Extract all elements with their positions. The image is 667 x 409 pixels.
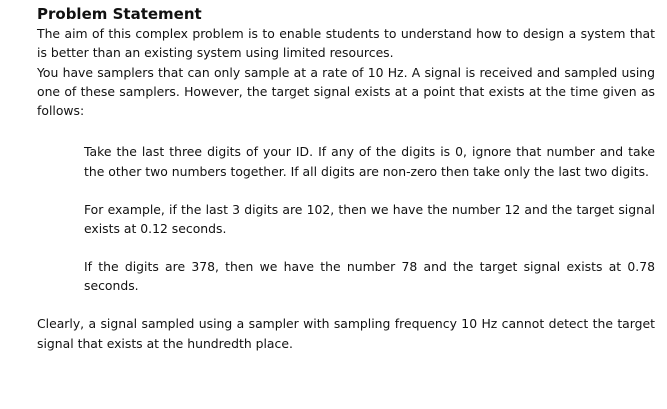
instruction-example-378: If the digits are 378, then we have the number 78 and the target signal exists at 0.78 seconds. bbox=[84, 258, 655, 293]
problem-statement-heading: Problem Statement bbox=[37, 5, 202, 23]
intro-paragraph-samplers: You have samplers that can only sample at a rate of 10 Hz. A signal is received and sampled using one of these samplers. However, the target signal exists at a point that exists at the time given as follows: bbox=[37, 64, 655, 119]
instruction-digits-rule: Take the last three digits of your ID. If any of the digits is 0, ignore that number and take the other two numbers together. If all digits are non-zero then take only the last two digits. bbox=[84, 144, 655, 179]
intro-paragraph-aim: The aim of this complex problem is to enable students to understand how to design a system that is better than an existing system using limited resources. bbox=[37, 26, 655, 61]
instruction-example-102: For example, if the last 3 digits are 102, then we have the number 12 and the target signal exists at 0.12 seconds. bbox=[84, 202, 655, 237]
conclusion-paragraph: Clearly, a signal sampled using a sampler with sampling frequency 10 Hz cannot detect the target signal that exists at the hundredth place. bbox=[37, 316, 655, 351]
